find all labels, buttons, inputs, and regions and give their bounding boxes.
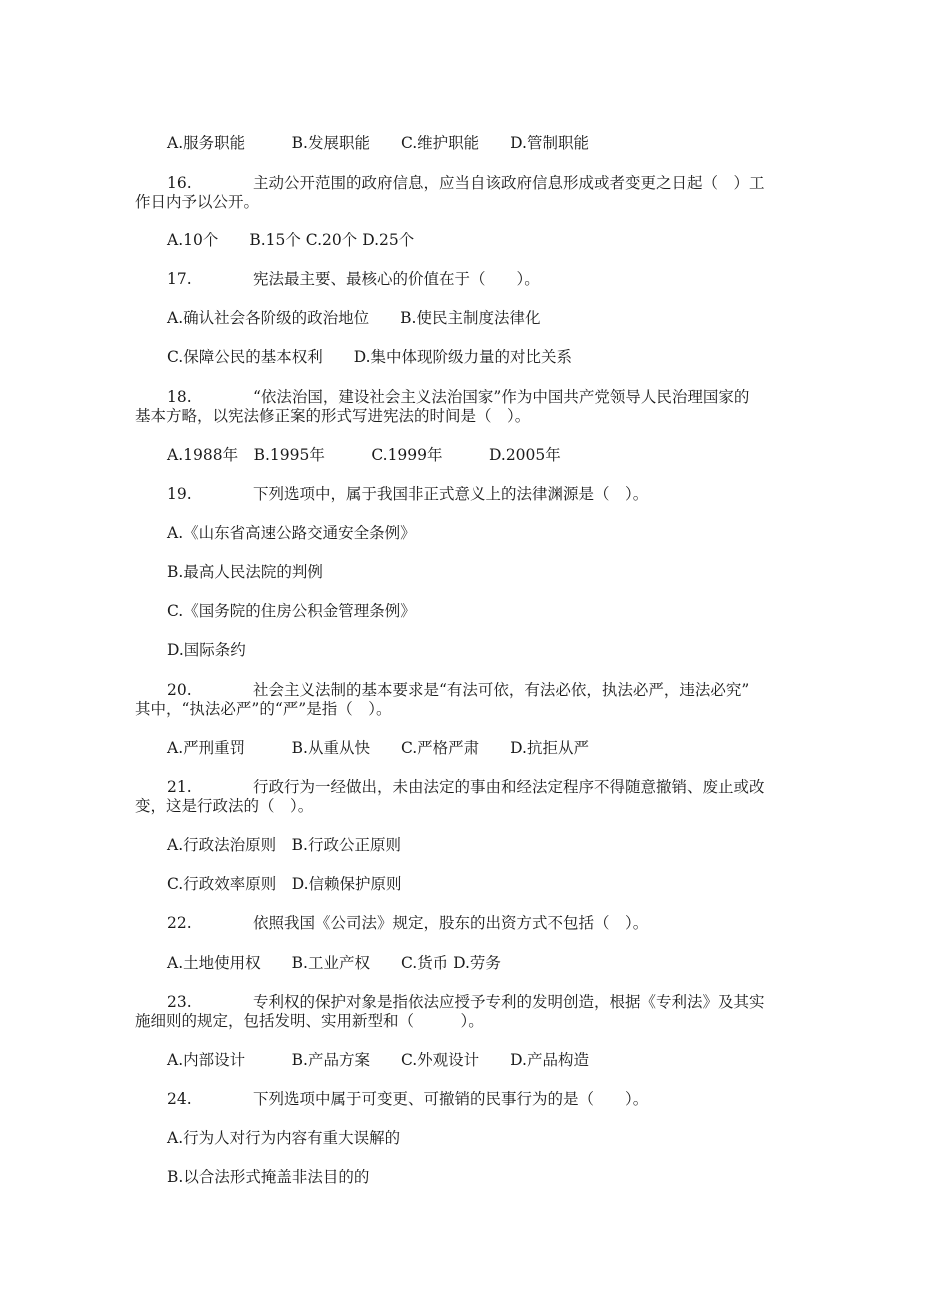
q19-number: 19. (167, 485, 192, 503)
q22-number: 22. (167, 914, 192, 932)
q21-text: 行政行为一经做出，未由法定的事由和经法定程序不得随意撤销、废止或改 (253, 778, 765, 796)
q20-text-cont: 其中，“执法必严”的“严”是指（ ）。 (135, 700, 392, 718)
q18-text: “依法治国，建设社会主义法治国家”作为中国共产党领导人民治理国家的 (253, 388, 750, 406)
q23-text: 专利权的保护对象是指依法应授予专利的发明创造，根据《专利法》及其实 (253, 993, 765, 1011)
q19-option-d: D.国际条约 (167, 641, 246, 659)
q17-options-2: C.保障公民的基本权利 D.集中体现阶级力量的对比关系 (167, 348, 573, 366)
q18-text-cont: 基本方略，以宪法修正案的形式写进宪法的时间是（ ）。 (135, 407, 531, 425)
q24-option-a: A.行为人对行为内容有重大误解的 (167, 1129, 401, 1147)
q20-number: 20. (167, 681, 192, 699)
q19-option-c: C.《国务院的住房公积金管理条例》 (167, 602, 416, 620)
q23-text-cont: 施细则的规定，包括发明、实用新型和（ ）。 (135, 1012, 484, 1030)
q21-number: 21. (167, 778, 192, 796)
q24-text: 下列选项中属于可变更、可撤销的民事行为的是（ ）。 (253, 1090, 649, 1108)
q24-number: 24. (167, 1090, 192, 1108)
q16-text-cont: 作日内予以公开。 (135, 193, 260, 211)
q19-option-a: A.《山东省高速公路交通安全条例》 (167, 524, 416, 542)
q17-options-1: A.确认社会各阶级的政治地位 B.使民主制度法律化 (167, 309, 541, 327)
q22-text: 依照我国《公司法》规定，股东的出资方式不包括（ ）。 (253, 914, 649, 932)
q16-text: 主动公开范围的政府信息，应当自该政府信息形成或者变更之日起（ ）工 (253, 174, 765, 192)
q21-options-2: C.行政效率原则 D.信赖保护原则 (167, 875, 402, 893)
q23-options: A.内部设计 B.产品方案 C.外观设计 D.产品构造 (167, 1051, 589, 1069)
q21-options-1: A.行政法治原则 B.行政公正原则 (167, 836, 401, 854)
q19-option-b: B.最高人民法院的判例 (167, 563, 323, 581)
q16-number: 16. (167, 174, 192, 192)
q15-options: A.服务职能 B.发展职能 C.维护职能 D.管制职能 (167, 134, 589, 152)
q21-text-cont: 变，这是行政法的（ ）。 (135, 797, 314, 815)
q19-text: 下列选项中，属于我国非正式意义上的法律渊源是（ ）。 (253, 485, 649, 503)
q20-text: 社会主义法制的基本要求是“有法可依，有法必依，执法必严，违法必究” (253, 681, 750, 699)
q24-option-b: B.以合法形式掩盖非法目的的 (167, 1168, 370, 1186)
q18-options: A.1988年 B.1995年 C.1999年 D.2005年 (167, 446, 561, 464)
q17-text: 宪法最主要、最核心的价值在于（ ）。 (253, 270, 540, 288)
q18-number: 18. (167, 388, 192, 406)
q20-options: A.严刑重罚 B.从重从快 C.严格严肃 D.抗拒从严 (167, 739, 589, 757)
q16-options: A.10个 B.15个 C.20个 D.25个 (167, 231, 415, 249)
q22-options: A.土地使用权 B.工业产权 C.货币 D.劳务 (167, 954, 501, 972)
q17-number: 17. (167, 270, 192, 288)
q23-number: 23. (167, 993, 192, 1011)
